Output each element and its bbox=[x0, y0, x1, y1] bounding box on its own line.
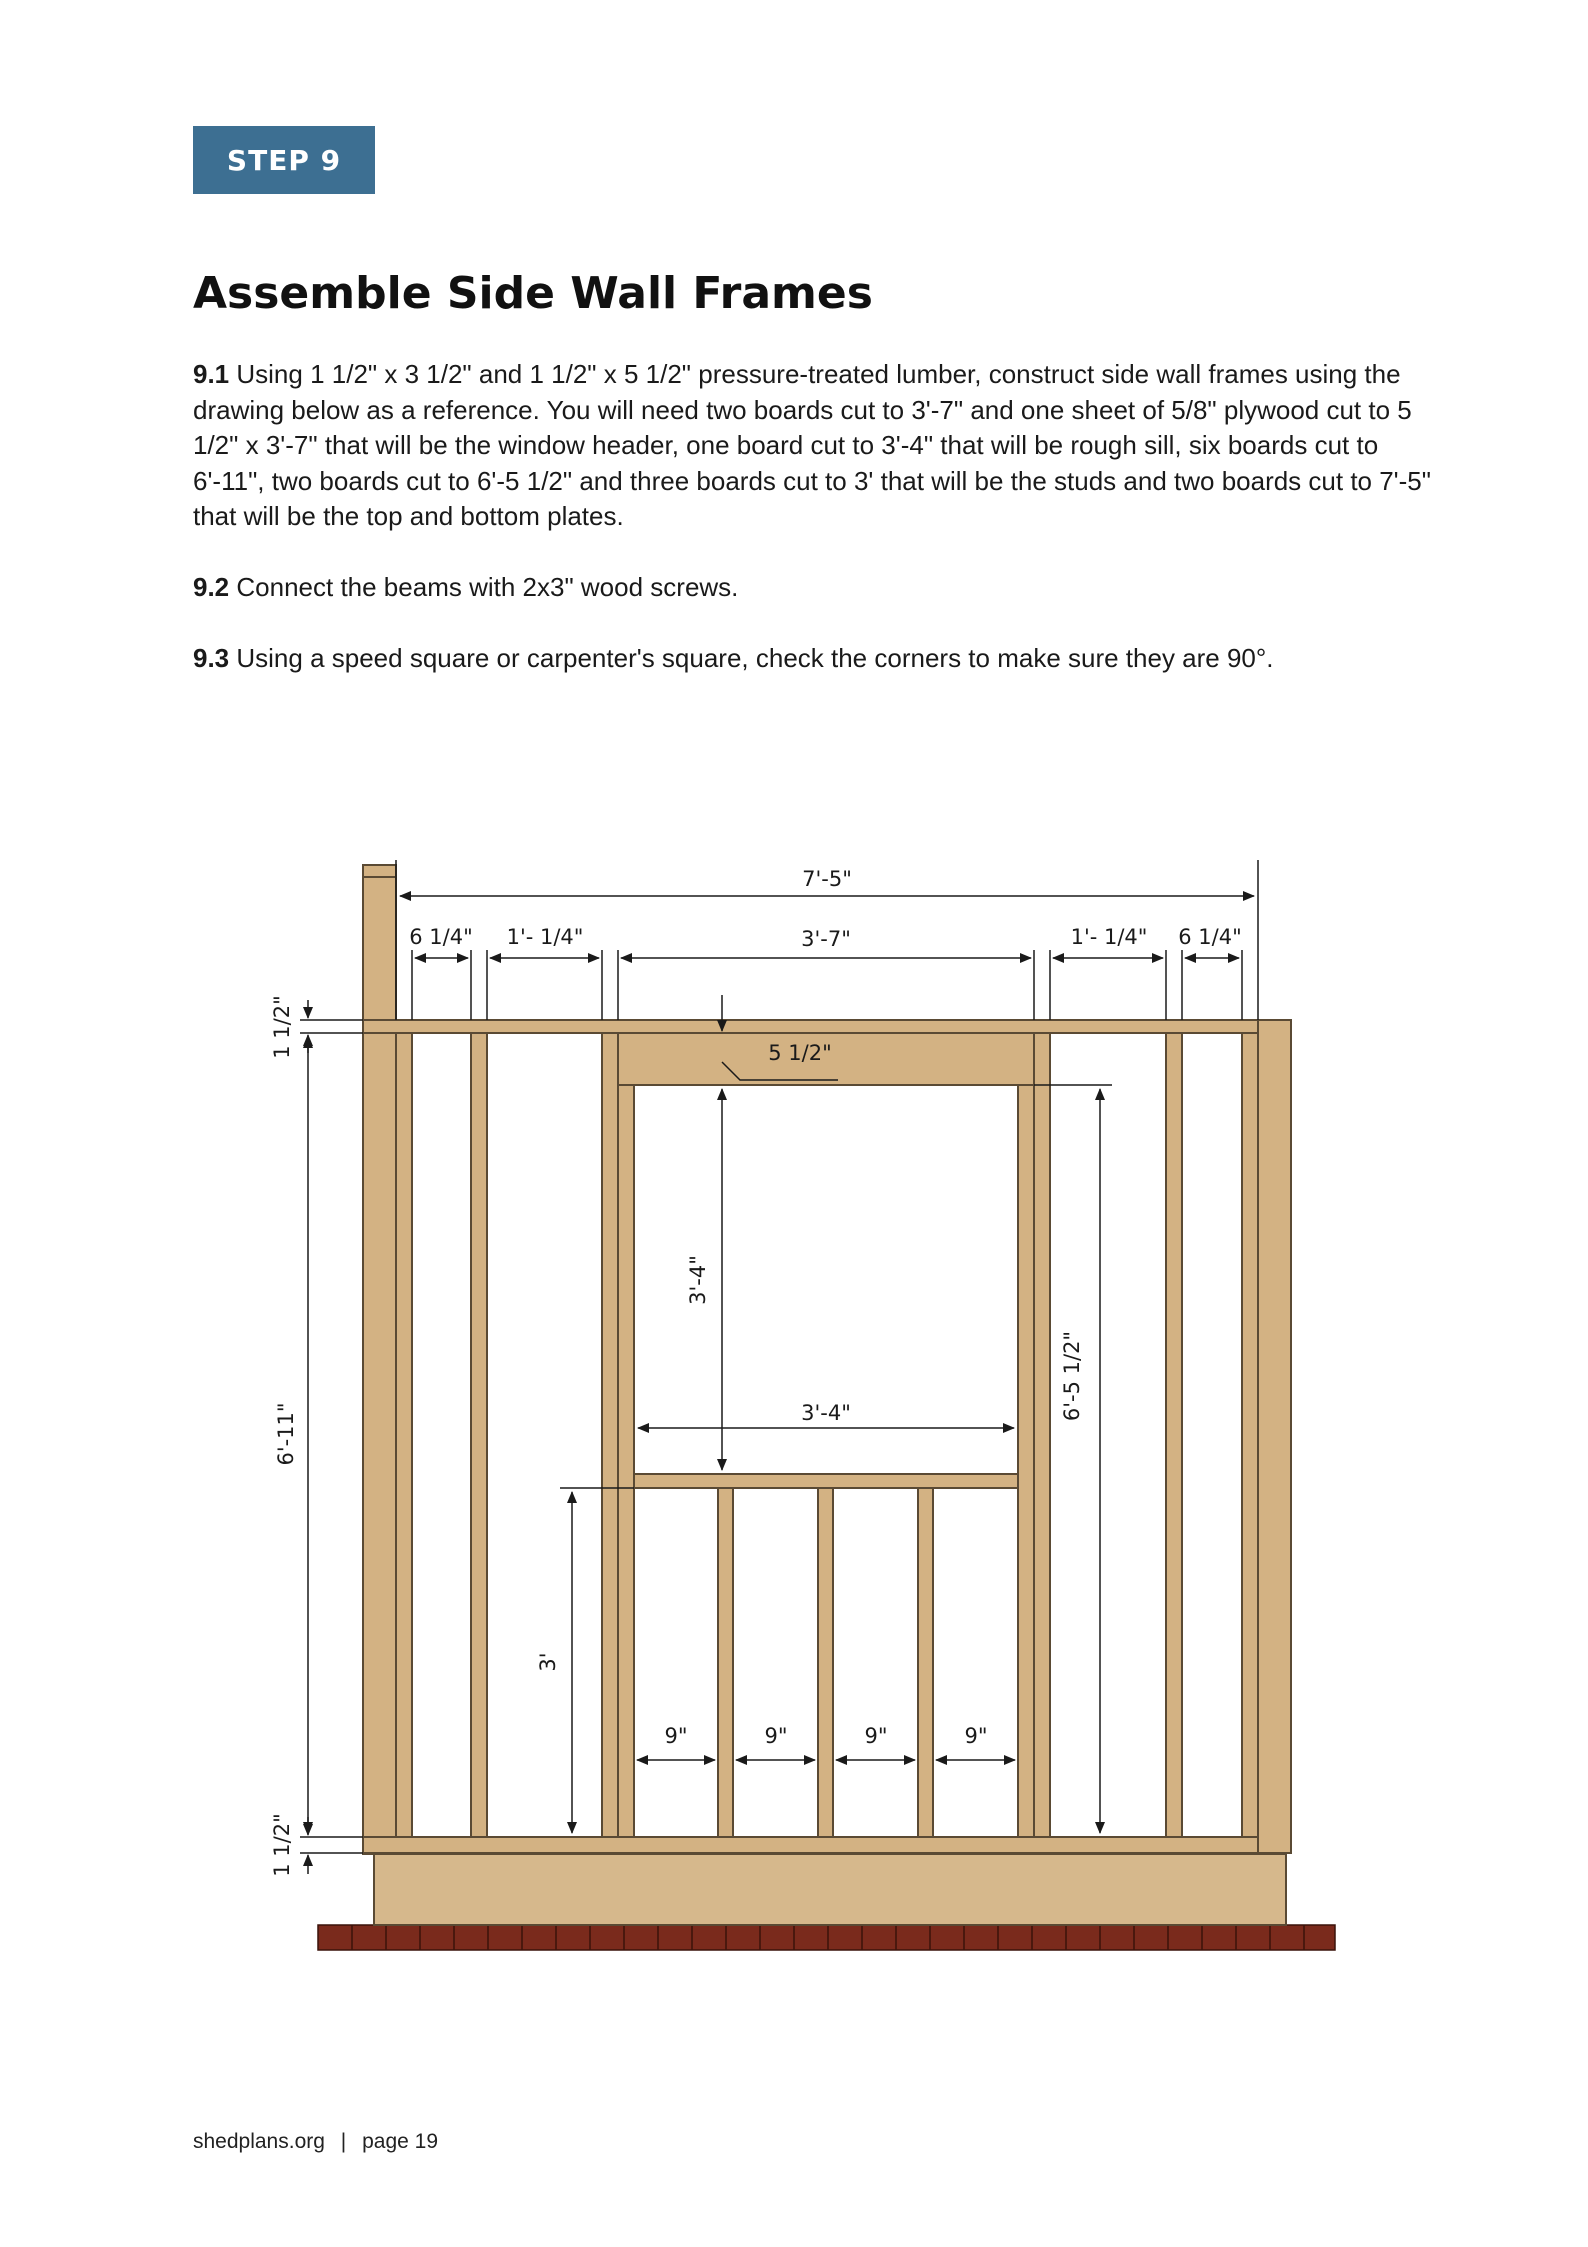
dim-left-end-spacing: 6 1/4" bbox=[409, 925, 473, 949]
dimension-labels bbox=[270, 867, 1242, 1877]
page-footer bbox=[193, 2130, 438, 2154]
instruction-9-2 bbox=[193, 570, 1433, 606]
step-number: 9.3 bbox=[193, 643, 230, 673]
instruction-text: Connect the beams with 2x3" wood screws. bbox=[229, 572, 739, 602]
step-number: 9.1 bbox=[193, 359, 230, 389]
corner-post bbox=[363, 865, 396, 1854]
end-post-right bbox=[1258, 1020, 1291, 1853]
wall-frame-drawing bbox=[0, 840, 1588, 1990]
instruction-text: Using 1 1/2" x 3 1/2" and 1 1/2" x 5 1/2" pressure-treated lumber, construct side wall frames using the drawing below as a reference. You will need two boards cut to 3'-7" and one sheet of 5/8" plywood cut to 5 1/2" x 3'-7" that will be the window header, one board cut to 3'-4" that will be rough sill, six boards cut to 6'-11", two boards cut to 6'-5 1/2" and three boards cut to 3' that will be the studs and two boards cut to 7'-5" that will be the top and bottom plates. bbox=[193, 359, 1431, 531]
step-badge: STEP 9 bbox=[193, 126, 375, 194]
end-stud-right bbox=[1242, 1033, 1258, 1837]
footer-site: shedplans.org bbox=[193, 2130, 325, 2153]
jack-stud-right bbox=[1018, 1085, 1034, 1837]
jack-stud-left bbox=[618, 1085, 634, 1837]
dim-top-plate: 1 1/2" bbox=[270, 995, 294, 1059]
footer-separator: | bbox=[340, 2130, 347, 2153]
dim-overall-width: 7'-5" bbox=[802, 867, 852, 891]
dimension-lines bbox=[300, 860, 1258, 1874]
instruction-9-1 bbox=[193, 357, 1433, 535]
dim-cripple-spacing-1: 9" bbox=[664, 1724, 688, 1748]
cripple-stud-2 bbox=[818, 1488, 833, 1837]
cripple-stud-1 bbox=[718, 1488, 733, 1837]
dim-left-stud-spacing: 1'- 1/4" bbox=[506, 925, 584, 949]
dim-stud-height: 6'-11" bbox=[274, 1402, 298, 1466]
step-number: 9.2 bbox=[193, 572, 230, 602]
dim-cripple-spacing-3: 9" bbox=[864, 1724, 888, 1748]
dim-cripple-height: 3' bbox=[536, 1652, 560, 1672]
corner-post-cap bbox=[363, 865, 396, 877]
page-title: Assemble Side Wall Frames bbox=[193, 268, 873, 319]
bottom-plate bbox=[363, 1837, 1291, 1853]
instruction-text: Using a speed square or carpenter's square, check the corners to make sure they are 90°. bbox=[229, 643, 1274, 673]
dim-right-stud-spacing: 1'- 1/4" bbox=[1070, 925, 1148, 949]
dim-cripple-spacing-4: 9" bbox=[964, 1724, 988, 1748]
brick-base bbox=[318, 1925, 1335, 1950]
stud-left-2 bbox=[471, 1033, 487, 1837]
dim-window-height: 3'-4" bbox=[686, 1255, 710, 1305]
top-plate bbox=[363, 1020, 1291, 1033]
dim-header-height: 5 1/2" bbox=[768, 1041, 832, 1065]
king-stud-left bbox=[602, 1033, 618, 1837]
stud-right-2 bbox=[1166, 1033, 1182, 1837]
end-stud-left bbox=[396, 1033, 412, 1837]
dim-header-width: 3'-7" bbox=[801, 927, 851, 951]
instruction-9-3 bbox=[193, 641, 1433, 677]
floor-beam bbox=[374, 1854, 1286, 1925]
wall-framing bbox=[363, 865, 1291, 1854]
footer-page-number: page 19 bbox=[362, 2130, 439, 2153]
dim-jack-stud-height: 6'-5 1/2" bbox=[1060, 1330, 1084, 1422]
cripple-stud-3 bbox=[918, 1488, 933, 1837]
king-stud-right bbox=[1034, 1033, 1050, 1837]
dim-cripple-spacing-2: 9" bbox=[764, 1724, 788, 1748]
rough-sill bbox=[634, 1474, 1018, 1488]
dim-sill-width: 3'-4" bbox=[801, 1401, 851, 1425]
dim-bottom-plate: 1 1/2" bbox=[270, 1813, 294, 1877]
dim-right-end-spacing: 6 1/4" bbox=[1178, 925, 1242, 949]
